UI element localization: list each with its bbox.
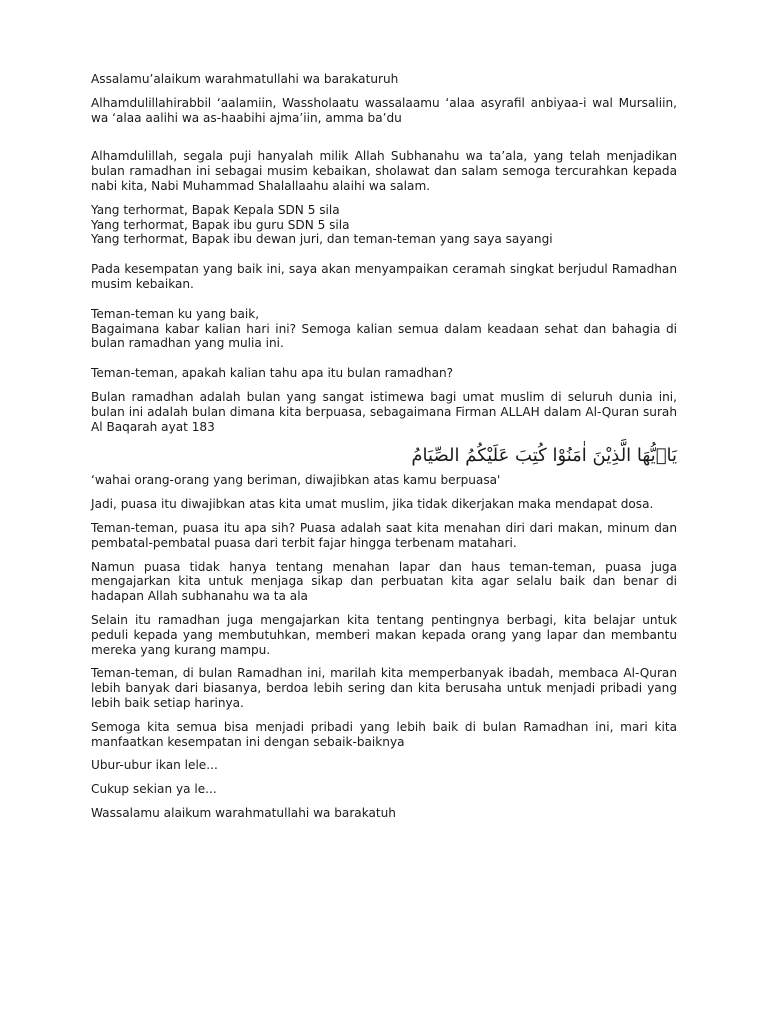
opening-paragraph: Alhamdulillahirabbil ‘aalamiin, Wassholaatu wassalaamu ‘alaa asyrafil anbiyaa-i wal Mursaliin, wa ‘alaa aalihi wa as-haabihi ajma’iin, amma ba’du (91, 95, 677, 125)
pantun-line-2: Cukup sekian ya le... (91, 782, 217, 797)
sharing-paragraph: Selain itu ramadhan juga mengajarkan kita tentang pentingnya berbagi, kita belajar untuk peduli kepada yang membutuhkan, memberi makan kepada orang yang lapar dan membantu mereka yang kurang mampu. (91, 612, 677, 657)
invitation-paragraph: Teman-teman, di bulan Ramadhan ini, marilah kita memperbanyak ibadah, membaca Al-Quran lebih banyak dari biasanya, berdoa lebih sering dan kita berusaha untuk menjadi pribadi yang lebih baik setiap harinya. (91, 666, 677, 710)
respect-line: Yang terhormat, Bapak ibu dewan juri, dan teman-teman yang saya sayangi (91, 232, 553, 247)
arabic-verse: يَاۤيُّهَا الَّذِيْنَ اٰمَنُوْا كُتِبَ عَلَيْكُمُ الصِّيَامُ (411, 445, 677, 467)
friends-paragraph (91, 307, 677, 351)
fasting-more-paragraph: Namun puasa tidak hanya tentang menahan lapar dan haus teman-teman, puasa juga mengajarkan kita untuk menjaga sikap dan perbuatan kita agar selalu baik dan benar di hadapan Allah subhanahu wa ta ala (91, 559, 677, 604)
friends-call-line: Teman-teman ku yang baik, (91, 306, 260, 321)
respect-line: Yang terhormat, Bapak ibu guru SDN 5 sila (91, 217, 350, 232)
hope-paragraph: Semoga kita semua bisa menjadi pribadi yang lebih baik di bulan Ramadhan ini, mari kita manfaatkan kesempatan ini dengan sebaik-baiknya (91, 719, 677, 749)
how-are-you-text: Bagaimana kabar kalian hari ini? Semoga kalian semua dalam keadaan sehat dan bahagia di bulan ramadhan yang mulia ini. (91, 321, 677, 351)
translation-paragraph: ‘wahai orang-orang yang beriman, diwajibkan atas kamu berpuasa' (91, 473, 501, 488)
greeting-paragraph: Assalamu’alaikum warahmatullahi wa barakaturuh (91, 72, 399, 86)
respects-paragraph (91, 203, 677, 247)
document-page (91, 72, 677, 830)
obligation-paragraph: Jadi, puasa itu diwajibkan atas kita umat muslim, jika tidak dikerjakan maka mendapat dosa. (91, 497, 654, 512)
question-paragraph: Teman-teman, apakah kalian tahu apa itu bulan ramadhan? (91, 366, 454, 381)
ramadhan-description-paragraph: Bulan ramadhan adalah bulan yang sangat istimewa bagi umat muslim di seluruh dunia ini, bulan ini adalah bulan dimana kita berpuasa, sebagaimana Firman ALLAH dalam Al-Quran surah Al Baqarah ayat 183 (91, 389, 677, 434)
pantun-line-1: Ubur-ubur ikan lele... (91, 758, 218, 773)
intro-paragraph: Pada kesempatan yang baik ini, saya akan menyampaikan ceramah singkat berjudul Ramadhan musim kebaikan. (91, 262, 677, 291)
spacer (91, 134, 677, 149)
respect-line: Yang terhormat, Bapak Kepala SDN 5 sila (91, 202, 340, 217)
closing-paragraph: Wassalamu alaikum warahmatullahi wa barakatuh (91, 805, 396, 820)
fasting-definition-paragraph: Teman-teman, puasa itu apa sih? Puasa adalah saat kita menahan diri dari makan, minum dan pembatal-pembatal puasa dari terbit fajar hingga terbenam matahari. (91, 520, 677, 550)
praise-paragraph: Alhamdulillah, segala puji hanyalah milik Allah Subhanahu wa ta’ala, yang telah menjadikan bulan ramadhan ini sebagai musim kebaikan, sholawat dan salam semoga tercurahkan kepada nabi kita, Nabi Muhammad Shalallaahu alaihi wa salam. (91, 149, 677, 193)
